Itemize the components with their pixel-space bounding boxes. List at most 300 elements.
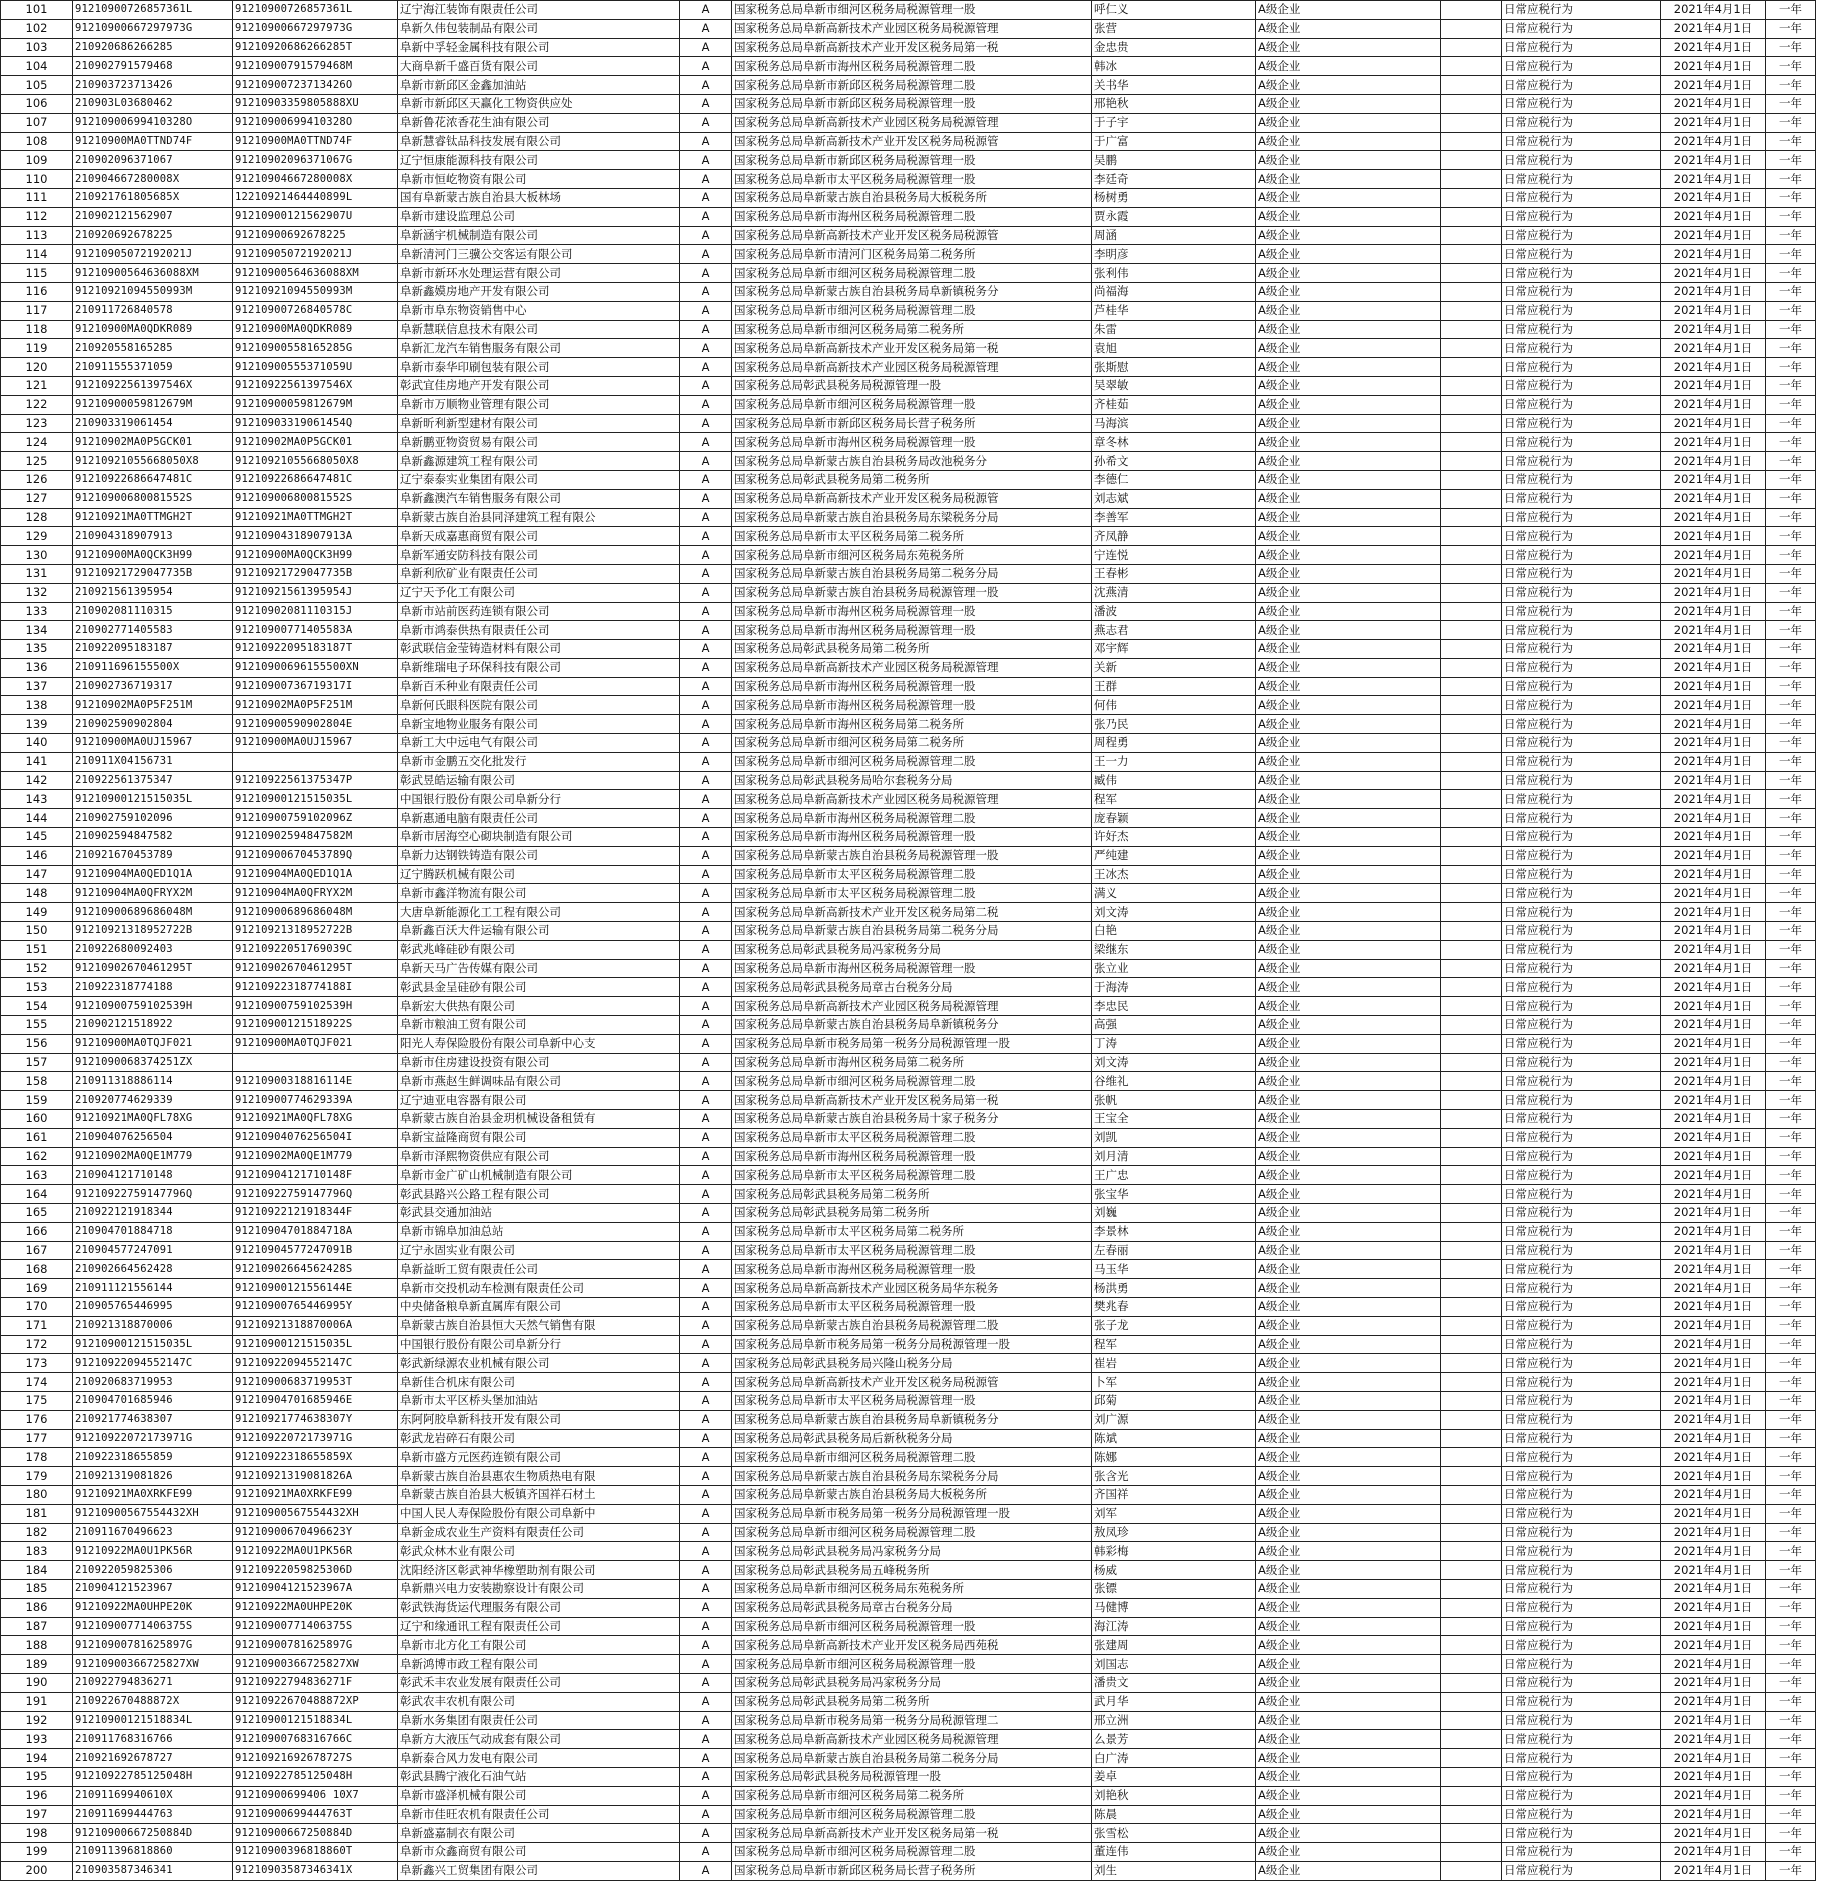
grade-cell: A级企业 xyxy=(1256,376,1441,395)
credit-rating-cell: A xyxy=(680,527,732,546)
behavior-type-cell: 日常应税行为 xyxy=(1502,1805,1661,1824)
period-cell: 一年 xyxy=(1766,1617,1816,1636)
credit-code-cell: 91210900680081552S xyxy=(233,489,398,508)
blank-cell xyxy=(1441,1861,1502,1880)
tax-office-cell: 国家税务总局阜新高新技术产业园区税务局税源管理 xyxy=(732,658,1092,677)
contact-person-cell: 芦桂华 xyxy=(1092,301,1256,320)
grade-cell: A级企业 xyxy=(1256,734,1441,753)
period-cell: 一年 xyxy=(1766,76,1816,95)
table-row xyxy=(1,752,1816,771)
grade-cell: A级企业 xyxy=(1256,207,1441,226)
credit-rating-cell: A xyxy=(680,1335,732,1354)
tax-office-cell: 国家税务总局彰武县税务局税源管理一股 xyxy=(732,376,1092,395)
taxpayer-id-cell: 210902590902804 xyxy=(73,715,233,734)
table-row xyxy=(1,846,1816,865)
contact-person-cell: 朱雷 xyxy=(1092,320,1256,339)
blank-cell xyxy=(1441,1222,1502,1241)
grade-cell: A级企业 xyxy=(1256,1354,1441,1373)
company-name-cell: 阜新市鸿泰供热有限责任公司 xyxy=(398,621,680,640)
blank-cell xyxy=(1441,884,1502,903)
behavior-type-cell: 日常应税行为 xyxy=(1502,94,1661,113)
company-name-cell: 阜新汇龙汽车销售服务有限公司 xyxy=(398,339,680,358)
credit-rating-cell: A xyxy=(680,1824,732,1843)
row-number-cell: 140 xyxy=(1,734,73,753)
grade-cell: A级企业 xyxy=(1256,1692,1441,1711)
table-row xyxy=(1,583,1816,602)
company-name-cell: 阜新鑫百沃大件运输有限公司 xyxy=(398,922,680,941)
company-name-cell: 阜新涵宇机械制造有限公司 xyxy=(398,226,680,245)
credit-rating-cell: A xyxy=(680,170,732,189)
blank-cell xyxy=(1441,1354,1502,1373)
row-number-cell: 178 xyxy=(1,1448,73,1467)
blank-cell xyxy=(1441,828,1502,847)
grade-cell: A级企业 xyxy=(1256,1861,1441,1880)
date-cell: 2021年4月1日 xyxy=(1661,1373,1766,1392)
tax-office-cell: 国家税务总局阜新市新邱区税务局税源管理一股 xyxy=(732,94,1092,113)
taxpayer-id-cell: 91210900567554432XH xyxy=(73,1504,233,1523)
contact-person-cell: 潘贵文 xyxy=(1092,1673,1256,1692)
credit-rating-cell: A xyxy=(680,564,732,583)
period-cell: 一年 xyxy=(1766,1655,1816,1674)
credit-rating-cell: A xyxy=(680,922,732,941)
table-row xyxy=(1,245,1816,264)
row-number-cell: 157 xyxy=(1,1053,73,1072)
date-cell: 2021年4月1日 xyxy=(1661,470,1766,489)
credit-rating-cell: A xyxy=(680,1110,732,1129)
behavior-type-cell: 日常应税行为 xyxy=(1502,1542,1661,1561)
date-cell: 2021年4月1日 xyxy=(1661,1673,1766,1692)
tax-office-cell: 国家税务总局彰武县税务局第二税务所 xyxy=(732,470,1092,489)
row-number-cell: 115 xyxy=(1,264,73,283)
grade-cell: A级企业 xyxy=(1256,1053,1441,1072)
blank-cell xyxy=(1441,1053,1502,1072)
company-name-cell: 阜新市粮油工贸有限公司 xyxy=(398,1016,680,1035)
company-name-cell: 阜新百禾种业有限责任公司 xyxy=(398,677,680,696)
company-name-cell: 中国银行股份有限公司阜新分行 xyxy=(398,1335,680,1354)
credit-rating-cell: A xyxy=(680,1034,732,1053)
behavior-type-cell: 日常应税行为 xyxy=(1502,1279,1661,1298)
date-cell: 2021年4月1日 xyxy=(1661,358,1766,377)
tax-office-cell: 国家税务总局阜新市新邱区税务局税源管理二股 xyxy=(732,76,1092,95)
contact-person-cell: 程军 xyxy=(1092,1335,1256,1354)
row-number-cell: 107 xyxy=(1,113,73,132)
credit-rating-cell: A xyxy=(680,602,732,621)
period-cell: 一年 xyxy=(1766,94,1816,113)
row-number-cell: 147 xyxy=(1,865,73,884)
table-row xyxy=(1,1354,1816,1373)
credit-code-cell: 91210900759102096Z xyxy=(233,809,398,828)
company-name-cell: 彰武县路兴公路工程有限公司 xyxy=(398,1185,680,1204)
credit-rating-cell: A xyxy=(680,1485,732,1504)
credit-code-cell: 91210900771405583A xyxy=(233,621,398,640)
date-cell: 2021年4月1日 xyxy=(1661,1692,1766,1711)
taxpayer-id-cell: 210911768316766 xyxy=(73,1730,233,1749)
taxpayer-id-cell: 210904121710148 xyxy=(73,1166,233,1185)
period-cell: 一年 xyxy=(1766,57,1816,76)
blank-cell xyxy=(1441,414,1502,433)
company-name-cell: 阜新市众鑫商贸有限公司 xyxy=(398,1843,680,1862)
row-number-cell: 176 xyxy=(1,1410,73,1429)
table-row xyxy=(1,734,1816,753)
row-number-cell: 102 xyxy=(1,19,73,38)
taxpayer-id-cell: 210902121518922 xyxy=(73,1016,233,1035)
behavior-type-cell: 日常应税行为 xyxy=(1502,997,1661,1016)
credit-rating-cell: A xyxy=(680,677,732,696)
table-row xyxy=(1,1279,1816,1298)
tax-office-cell: 国家税务总局阜新市新邱区税务局长营子税务所 xyxy=(732,414,1092,433)
company-name-cell: 彰武铁海货运代理服务有限公司 xyxy=(398,1598,680,1617)
credit-rating-cell: A xyxy=(680,715,732,734)
blank-cell xyxy=(1441,583,1502,602)
behavior-type-cell: 日常应税行为 xyxy=(1502,452,1661,471)
blank-cell xyxy=(1441,1410,1502,1429)
table-row xyxy=(1,1786,1816,1805)
behavior-type-cell: 日常应税行为 xyxy=(1502,1166,1661,1185)
contact-person-cell: 燕志君 xyxy=(1092,621,1256,640)
period-cell: 一年 xyxy=(1766,1542,1816,1561)
company-name-cell: 阜新市燕赵生鲜调味品有限公司 xyxy=(398,1072,680,1091)
contact-person-cell: 马玉华 xyxy=(1092,1260,1256,1279)
tax-office-cell: 国家税务总局阜新高新技术产业园区税务局税源管理 xyxy=(732,790,1092,809)
contact-person-cell: 么景芳 xyxy=(1092,1730,1256,1749)
blank-cell xyxy=(1441,846,1502,865)
credit-code-cell: 91210900699410328O xyxy=(233,113,398,132)
blank-cell xyxy=(1441,1260,1502,1279)
row-number-cell: 146 xyxy=(1,846,73,865)
row-number-cell: 119 xyxy=(1,339,73,358)
contact-person-cell: 陈晨 xyxy=(1092,1805,1256,1824)
blank-cell xyxy=(1441,1730,1502,1749)
tax-office-cell: 国家税务总局阜新市细河区税务局税源管理一股 xyxy=(732,1655,1092,1674)
tax-office-cell: 国家税务总局阜新市海州区税务局税源管理一股 xyxy=(732,1147,1092,1166)
table-row xyxy=(1,658,1816,677)
period-cell: 一年 xyxy=(1766,959,1816,978)
tax-office-cell: 国家税务总局阜新市细河区税务局税源管理二股 xyxy=(732,1072,1092,1091)
credit-rating-cell: A xyxy=(680,1467,732,1486)
taxpayer-id-cell: 91210900MA0QDKR089 xyxy=(73,320,233,339)
credit-rating-cell: A xyxy=(680,508,732,527)
taxpayer-id-cell: 91210921318952722B xyxy=(73,922,233,941)
date-cell: 2021年4月1日 xyxy=(1661,245,1766,264)
credit-rating-cell: A xyxy=(680,1072,732,1091)
grade-cell: A级企业 xyxy=(1256,1166,1441,1185)
taxpayer-id-cell: 91210922561397546X xyxy=(73,376,233,395)
credit-code-cell: 91210900059812679M xyxy=(233,395,398,414)
date-cell: 2021年4月1日 xyxy=(1661,997,1766,1016)
date-cell: 2021年4月1日 xyxy=(1661,527,1766,546)
blank-cell xyxy=(1441,207,1502,226)
blank-cell xyxy=(1441,1485,1502,1504)
period-cell: 一年 xyxy=(1766,452,1816,471)
credit-code-cell: 91210904701685946E xyxy=(233,1391,398,1410)
grade-cell: A级企业 xyxy=(1256,301,1441,320)
credit-rating-cell: A xyxy=(680,1147,732,1166)
credit-code-cell: 91210921318952722B xyxy=(233,922,398,941)
taxpayer-id-cell: 91210900121515035L xyxy=(73,790,233,809)
taxpayer-id-cell: 210921319081826 xyxy=(73,1467,233,1486)
blank-cell xyxy=(1441,1185,1502,1204)
grade-cell: A级企业 xyxy=(1256,38,1441,57)
company-name-cell: 阜新鑫嫫房地产开发有限公司 xyxy=(398,282,680,301)
behavior-type-cell: 日常应税行为 xyxy=(1502,1204,1661,1223)
table-row xyxy=(1,884,1816,903)
credit-rating-cell: A xyxy=(680,1429,732,1448)
date-cell: 2021年4月1日 xyxy=(1661,1034,1766,1053)
blank-cell xyxy=(1441,226,1502,245)
grade-cell: A级企业 xyxy=(1256,809,1441,828)
period-cell: 一年 xyxy=(1766,1373,1816,1392)
credit-rating-cell: A xyxy=(680,207,732,226)
date-cell: 2021年4月1日 xyxy=(1661,433,1766,452)
company-name-cell: 阜新市鑫洋物流有限公司 xyxy=(398,884,680,903)
credit-rating-cell: A xyxy=(680,1730,732,1749)
table-row xyxy=(1,828,1816,847)
behavior-type-cell: 日常应税行为 xyxy=(1502,470,1661,489)
tax-office-cell: 国家税务总局阜新市海州区税务局第二税务所 xyxy=(732,1053,1092,1072)
grade-cell: A级企业 xyxy=(1256,1128,1441,1147)
credit-rating-cell: A xyxy=(680,1241,732,1260)
date-cell: 2021年4月1日 xyxy=(1661,865,1766,884)
behavior-type-cell: 日常应税行为 xyxy=(1502,1655,1661,1674)
row-number-cell: 144 xyxy=(1,809,73,828)
grade-cell: A级企业 xyxy=(1256,76,1441,95)
company-name-cell: 阜新市站前医药连锁有限公司 xyxy=(398,602,680,621)
company-name-cell: 阜新天马广告传媒有限公司 xyxy=(398,959,680,978)
date-cell: 2021年4月1日 xyxy=(1661,1147,1766,1166)
contact-person-cell: 海江涛 xyxy=(1092,1617,1256,1636)
blank-cell xyxy=(1441,1805,1502,1824)
taxpayer-id-cell: 91210900726857361L xyxy=(73,1,233,20)
grade-cell: A级企业 xyxy=(1256,640,1441,659)
tax-office-cell: 国家税务总局阜新市海州区税务局税源管理一股 xyxy=(732,677,1092,696)
credit-rating-cell: A xyxy=(680,1843,732,1862)
date-cell: 2021年4月1日 xyxy=(1661,57,1766,76)
credit-code-cell: 91210904121523967A xyxy=(233,1579,398,1598)
credit-rating-cell: A xyxy=(680,1711,732,1730)
blank-cell xyxy=(1441,1072,1502,1091)
table-row xyxy=(1,1692,1816,1711)
company-name-cell: 阜新昕利新型建材有限公司 xyxy=(398,414,680,433)
tax-office-cell: 国家税务总局阜新高新技术产业园区税务局税源管理 xyxy=(732,997,1092,1016)
credit-code-cell: 91210922794836271F xyxy=(233,1673,398,1692)
contact-person-cell: 邓宇辉 xyxy=(1092,640,1256,659)
taxpayer-id-cell: 91210900699410328O xyxy=(73,113,233,132)
tax-office-cell: 国家税务总局阜新蒙古族自治县税务局大板税务所 xyxy=(732,1485,1092,1504)
behavior-type-cell: 日常应税行为 xyxy=(1502,1504,1661,1523)
credit-rating-cell: A xyxy=(680,752,732,771)
row-number-cell: 196 xyxy=(1,1786,73,1805)
taxpayer-id-cell: 210903723713426 xyxy=(73,76,233,95)
grade-cell: A级企业 xyxy=(1256,320,1441,339)
credit-code-cell: 91210900MA0TQJF021 xyxy=(233,1034,398,1053)
table-row xyxy=(1,1598,1816,1617)
table-row xyxy=(1,151,1816,170)
credit-code-cell: 91210905072192021J xyxy=(233,245,398,264)
grade-cell: A级企业 xyxy=(1256,414,1441,433)
tax-office-cell: 国家税务总局阜新市新邱区税务局长营子税务所 xyxy=(732,1861,1092,1880)
company-name-cell: 阜新市交投机动车检测有限责任公司 xyxy=(398,1279,680,1298)
taxpayer-id-cell: 91210902MA0P5GCK01 xyxy=(73,433,233,452)
date-cell: 2021年4月1日 xyxy=(1661,132,1766,151)
period-cell: 一年 xyxy=(1766,113,1816,132)
company-name-cell: 阜新市新邱区天赢化工物资供应处 xyxy=(398,94,680,113)
company-name-cell: 辽宁腾跃机械有限公司 xyxy=(398,865,680,884)
row-number-cell: 131 xyxy=(1,564,73,583)
grade-cell: A级企业 xyxy=(1256,1749,1441,1768)
period-cell: 一年 xyxy=(1766,1354,1816,1373)
credit-rating-cell: A xyxy=(680,1692,732,1711)
tax-office-cell: 国家税务总局阜新市细河区税务局税源管理一股 xyxy=(732,1617,1092,1636)
date-cell: 2021年4月1日 xyxy=(1661,264,1766,283)
blank-cell xyxy=(1441,1467,1502,1486)
credit-code-cell: 91210922MA0UHPE20K xyxy=(233,1598,398,1617)
row-number-cell: 150 xyxy=(1,922,73,941)
credit-rating-cell: A xyxy=(680,282,732,301)
period-cell: 一年 xyxy=(1766,1448,1816,1467)
contact-person-cell: 杨威 xyxy=(1092,1561,1256,1580)
date-cell: 2021年4月1日 xyxy=(1661,640,1766,659)
company-name-cell: 大商阜新千盛百货有限公司 xyxy=(398,57,680,76)
taxpayer-id-cell: 210902791579468 xyxy=(73,57,233,76)
behavior-type-cell: 日常应税行为 xyxy=(1502,1072,1661,1091)
row-number-cell: 128 xyxy=(1,508,73,527)
contact-person-cell: 呼仁义 xyxy=(1092,1,1256,20)
taxpayer-id-cell: 210904121523967 xyxy=(73,1579,233,1598)
behavior-type-cell: 日常应税行为 xyxy=(1502,546,1661,565)
blank-cell xyxy=(1441,696,1502,715)
blank-cell xyxy=(1441,264,1502,283)
grade-cell: A级企业 xyxy=(1256,94,1441,113)
tax-office-cell: 国家税务总局阜新市太平区税务局第二税务所 xyxy=(732,1222,1092,1241)
taxpayer-id-cell: 91210900121518834L xyxy=(73,1711,233,1730)
company-name-cell: 彰武龙岩碎石有限公司 xyxy=(398,1429,680,1448)
row-number-cell: 179 xyxy=(1,1467,73,1486)
grade-cell: A级企业 xyxy=(1256,1843,1441,1862)
taxpayer-id-cell: 210921318870006 xyxy=(73,1316,233,1335)
behavior-type-cell: 日常应税行为 xyxy=(1502,790,1661,809)
company-name-cell: 阜新鲁花浓香花生油有限公司 xyxy=(398,113,680,132)
contact-person-cell: 刘巍 xyxy=(1092,1204,1256,1223)
tax-office-cell: 国家税务总局阜新市太平区税务局税源管理一股 xyxy=(732,1297,1092,1316)
period-cell: 一年 xyxy=(1766,1128,1816,1147)
row-number-cell: 116 xyxy=(1,282,73,301)
taxpayer-id-cell: 210922680092403 xyxy=(73,940,233,959)
taxpayer-id-cell: 210922794836271 xyxy=(73,1673,233,1692)
date-cell: 2021年4月1日 xyxy=(1661,282,1766,301)
company-name-cell: 阜新鑫兴工贸集团有限公司 xyxy=(398,1861,680,1880)
credit-rating-cell: A xyxy=(680,57,732,76)
period-cell: 一年 xyxy=(1766,1053,1816,1072)
behavior-type-cell: 日常应税行为 xyxy=(1502,959,1661,978)
table-row xyxy=(1,1805,1816,1824)
grade-cell: A级企业 xyxy=(1256,1617,1441,1636)
behavior-type-cell: 日常应税行为 xyxy=(1502,1711,1661,1730)
tax-office-cell: 国家税务总局阜新市太平区税务局税源管理二股 xyxy=(732,884,1092,903)
credit-rating-cell: A xyxy=(680,1523,732,1542)
blank-cell xyxy=(1441,527,1502,546)
credit-code-cell: 91210904701884718A xyxy=(233,1222,398,1241)
contact-person-cell: 刘月清 xyxy=(1092,1147,1256,1166)
tax-office-cell: 国家税务总局阜新市海州区税务局税源管理二股 xyxy=(732,57,1092,76)
grade-cell: A级企业 xyxy=(1256,1241,1441,1260)
behavior-type-cell: 日常应税行为 xyxy=(1502,1467,1661,1486)
period-cell: 一年 xyxy=(1766,339,1816,358)
company-name-cell: 阜新宝益隆商贸有限公司 xyxy=(398,1128,680,1147)
company-name-cell: 彰武新绿源农业机械有限公司 xyxy=(398,1354,680,1373)
credit-code-cell: 91210900MA0TTND74F xyxy=(233,132,398,151)
blank-cell xyxy=(1441,1598,1502,1617)
row-number-cell: 124 xyxy=(1,433,73,452)
taxpayer-id-cell: 91210900689686048M xyxy=(73,903,233,922)
blank-cell xyxy=(1441,564,1502,583)
credit-rating-cell: A xyxy=(680,113,732,132)
grade-cell: A级企业 xyxy=(1256,245,1441,264)
blank-cell xyxy=(1441,1,1502,20)
behavior-type-cell: 日常应税行为 xyxy=(1502,414,1661,433)
grade-cell: A级企业 xyxy=(1256,527,1441,546)
credit-code-cell: 91210922051769039C xyxy=(233,940,398,959)
date-cell: 2021年4月1日 xyxy=(1661,1279,1766,1298)
row-number-cell: 161 xyxy=(1,1128,73,1147)
credit-rating-cell: A xyxy=(680,903,732,922)
table-row xyxy=(1,1034,1816,1053)
period-cell: 一年 xyxy=(1766,940,1816,959)
row-number-cell: 127 xyxy=(1,489,73,508)
credit-rating-cell: A xyxy=(680,640,732,659)
behavior-type-cell: 日常应税行为 xyxy=(1502,602,1661,621)
blank-cell xyxy=(1441,1391,1502,1410)
period-cell: 一年 xyxy=(1766,1561,1816,1580)
behavior-type-cell: 日常应税行为 xyxy=(1502,1523,1661,1542)
credit-rating-cell: A xyxy=(680,790,732,809)
tax-office-cell: 国家税务总局阜新市税务局第一税务分局税源管理一股 xyxy=(732,1504,1092,1523)
row-number-cell: 186 xyxy=(1,1598,73,1617)
blank-cell xyxy=(1441,1297,1502,1316)
tax-office-cell: 国家税务总局阜新市细河区税务局税源管理二股 xyxy=(732,1448,1092,1467)
tax-office-cell: 国家税务总局阜新高新技术产业开发区税务局第一税 xyxy=(732,1091,1092,1110)
period-cell: 一年 xyxy=(1766,677,1816,696)
date-cell: 2021年4月1日 xyxy=(1661,1504,1766,1523)
date-cell: 2021年4月1日 xyxy=(1661,1843,1766,1862)
period-cell: 一年 xyxy=(1766,1504,1816,1523)
date-cell: 2021年4月1日 xyxy=(1661,1260,1766,1279)
table-row xyxy=(1,433,1816,452)
taxpayer-id-cell: 91210900MA0QCK3H99 xyxy=(73,546,233,565)
blank-cell xyxy=(1441,245,1502,264)
contact-person-cell: 张利伟 xyxy=(1092,264,1256,283)
tax-office-cell: 国家税务总局彰武县税务局冯家税务分局 xyxy=(732,940,1092,959)
row-number-cell: 172 xyxy=(1,1335,73,1354)
blank-cell xyxy=(1441,1617,1502,1636)
tax-office-cell: 国家税务总局阜新市税务局第一税务分局税源管理一股 xyxy=(732,1034,1092,1053)
contact-person-cell: 于子宇 xyxy=(1092,113,1256,132)
table-row xyxy=(1,1730,1816,1749)
company-name-cell: 阜新市金广矿山机械制造有限公司 xyxy=(398,1166,680,1185)
tax-office-cell: 国家税务总局阜新市清河门区税务局第二税务所 xyxy=(732,245,1092,264)
behavior-type-cell: 日常应税行为 xyxy=(1502,1091,1661,1110)
table-row xyxy=(1,564,1816,583)
credit-code-cell: 91210900121518922S xyxy=(233,1016,398,1035)
date-cell: 2021年4月1日 xyxy=(1661,790,1766,809)
taxpayer-id-cell: 210921774638307 xyxy=(73,1410,233,1429)
tax-office-cell: 国家税务总局阜新高新技术产业开发区税务局税源管 xyxy=(732,489,1092,508)
company-name-cell: 阜新蒙古族自治县大板镇齐国祥石材土 xyxy=(398,1485,680,1504)
table-row xyxy=(1,452,1816,471)
credit-rating-cell: A xyxy=(680,76,732,95)
table-row xyxy=(1,715,1816,734)
period-cell: 一年 xyxy=(1766,828,1816,847)
date-cell: 2021年4月1日 xyxy=(1661,170,1766,189)
